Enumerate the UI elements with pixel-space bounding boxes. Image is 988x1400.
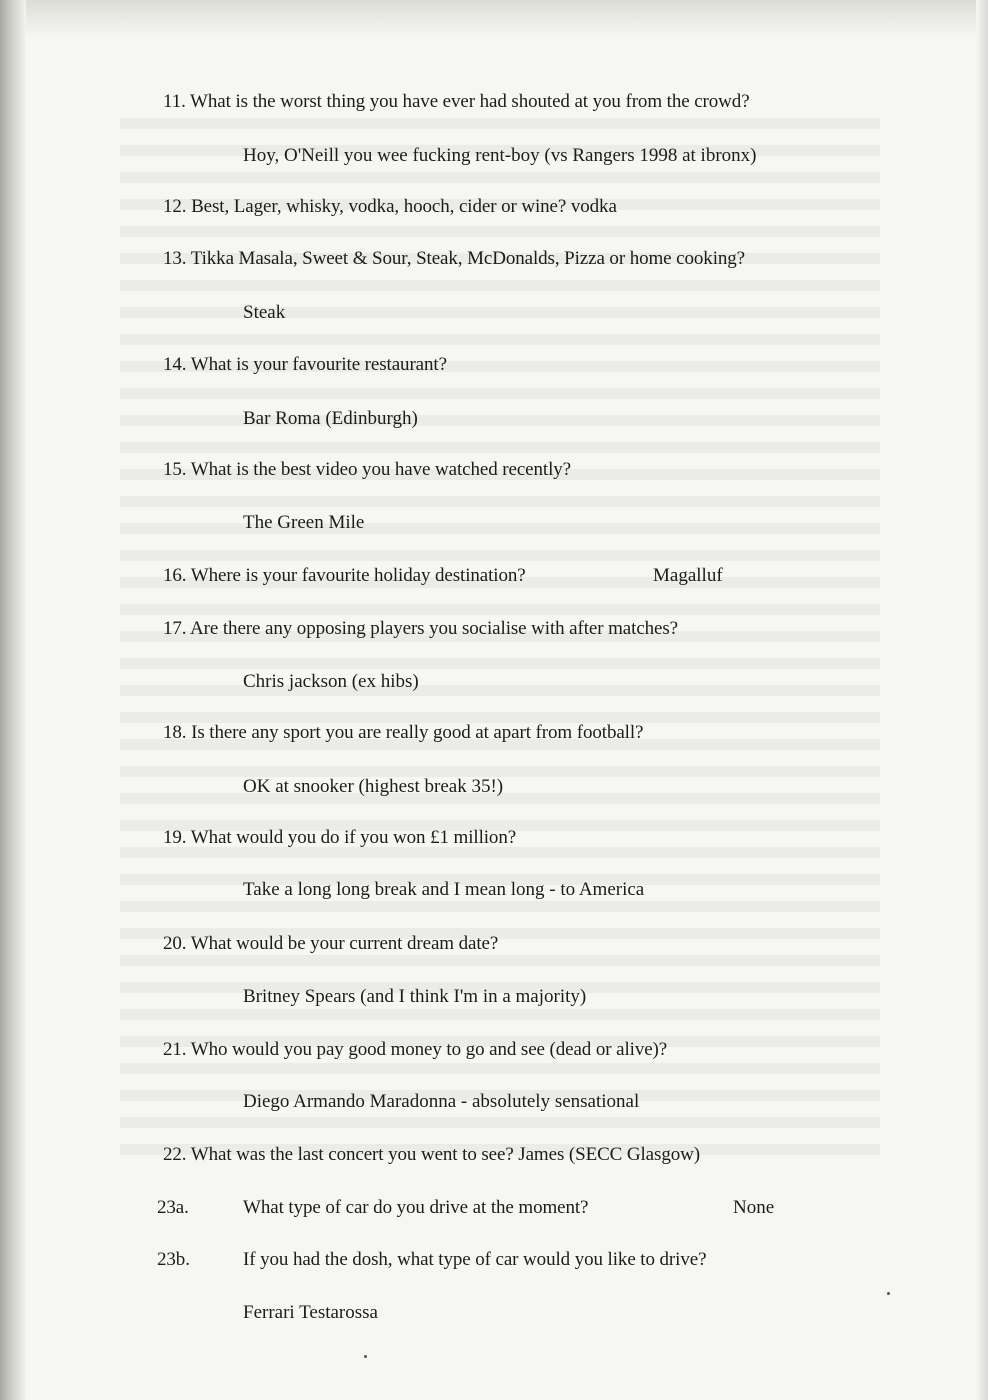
answer-11: Hoy, O'Neill you wee fucking rent-boy (vs Rangers 1998 at ibronx) [243,145,757,166]
question-20: 20. What would be your current dream date? [163,933,499,954]
question-11: 11. What is the worst thing you have ever had shouted at you from the crowd? [163,91,750,112]
question-23a-number: 23a. [157,1197,189,1218]
question-19: 19. What would you do if you won £1 million? [163,827,517,848]
question-22: 22. What was the last concert you went to see? James (SECC Glasgow) [163,1144,700,1165]
question-17: 17. Are there any opposing players you socialise with after matches? [163,618,679,639]
answer-15: The Green Mile [243,512,365,533]
answer-13: Steak [243,302,286,323]
answer-18: OK at snooker (highest break 35!) [243,776,504,797]
answer-17: Chris jackson (ex hibs) [243,671,419,692]
question-13: 13. Tikka Masala, Sweet & Sour, Steak, McDonalds, Pizza or home cooking? [163,248,746,269]
answer-23a: None [733,1197,775,1218]
page-top-edge [26,0,988,38]
page-right-edge [976,0,988,1400]
question-16: 16. Where is your favourite holiday destination? [163,565,526,586]
question-15: 15. What is the best video you have watched recently? [163,459,571,480]
scan-speck [887,1292,890,1295]
answer-16: Magalluf [653,565,723,586]
question-18: 18. Is there any sport you are really good at apart from football? [163,722,644,743]
answer-21: Diego Armando Maradonna - absolutely sensational [243,1091,640,1112]
question-23a: What type of car do you drive at the moment? [243,1197,589,1218]
question-23b-number: 23b. [157,1249,190,1270]
answer-20: Britney Spears (and I think I'm in a majority) [243,986,587,1007]
page-binding-shadow [0,0,26,1400]
question-12: 12. Best, Lager, whisky, vodka, hooch, cider or wine? vodka [163,196,617,217]
scan-speck [364,1355,367,1358]
question-23b: If you had the dosh, what type of car would you like to drive? [243,1249,707,1270]
answer-19: Take a long long break and I mean long - to America [243,879,645,900]
answer-23b: Ferrari Testarossa [243,1302,378,1323]
answer-14: Bar Roma (Edinburgh) [243,408,418,429]
question-21: 21. Who would you pay good money to go and see (dead or alive)? [163,1039,668,1060]
question-14: 14. What is your favourite restaurant? [163,354,447,375]
